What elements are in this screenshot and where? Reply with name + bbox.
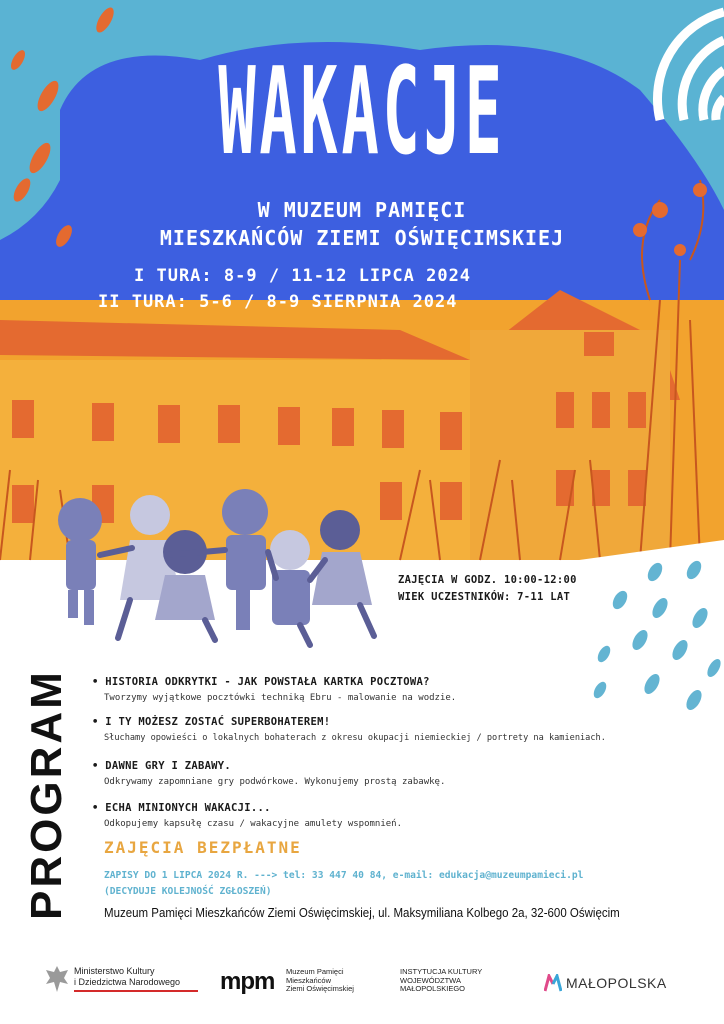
free-label: ZAJĘCIA BEZPŁATNE: [104, 838, 302, 857]
institution-line-3: MAŁOPOLSKIEGO: [400, 984, 466, 993]
address: Muzeum Pamięci Mieszkańców Ziemi Oświęcimskiej, ul. Maksymiliana Kolbego 2a, 32-600 Oświęcim: [104, 906, 620, 920]
institution-line-1: INSTYTUCJA KULTURY: [400, 967, 483, 976]
registration-line-1: ZAPISY DO 1 LIPCA 2024 R. ---> tel: 33 447 40 84, e-mail: edukacja@muzeumpamieci.pl: [104, 870, 584, 881]
program-item-desc: Tworzymy wyjątkowe pocztówki techniką Ebru - malowanie na wodzie.: [104, 693, 457, 703]
program-item-desc: Słuchamy opowieści o lokalnych bohaterach z okresu okupacji niemieckiej / portrety na kamieniach.: [104, 733, 606, 743]
program-item-title: • ECHA MINIONYCH WAKACJI...: [92, 802, 271, 814]
malopolska-label: MAŁOPOLSKA: [566, 975, 667, 991]
mpm-line-3: Ziemi Oświęcimskiej: [286, 984, 354, 993]
session-info: [398, 572, 577, 606]
program-item-title: • DAWNE GRY I ZABAWY.: [92, 760, 232, 772]
institution-logo: [400, 968, 482, 994]
program-side-label: PROGRAM: [22, 669, 71, 920]
subtitle-line-2: MIESZKAŃCÓW ZIEMI OŚWIĘCIMSKIEJ: [159, 226, 565, 250]
page-title: WAKACJE: [218, 41, 506, 182]
program-item-title: • I TY MOŻESZ ZOSTAĆ SUPERBOHATEREM!: [92, 716, 331, 728]
registration-line-2: (DECYDUJE KOLEJNOŚĆ ZGŁOSZEŃ): [104, 886, 272, 897]
program-item-title: • HISTORIA ODKRYTKI - JAK POWSTAŁA KARTKA POCZTOWA?: [92, 676, 430, 688]
program-item: [92, 802, 402, 829]
tura-2: II TURA: 5-6 / 8-9 SIERPNIA 2024: [98, 292, 458, 312]
hours-text: ZAJĘCIA W GODZ. 10:00-12:00: [398, 574, 577, 586]
program-item-desc: Odkopujemy kapsułę czasu / wakacyjne amulety wspomnień.: [104, 819, 403, 829]
subtitle-line-1: W MUZEUM PAMIĘCI: [257, 198, 467, 222]
ministry-line-2: i Dziedzictwa Narodowego: [74, 977, 181, 987]
ministry-line-1: Ministerstwo Kultury: [74, 966, 155, 976]
age-text: WIEK UCZESTNIKÓW: 7-11 LAT: [398, 591, 571, 603]
program-item: [92, 760, 445, 787]
program-item-desc: Odkrywamy zapomniane gry podwórkowe. Wykonujemy prostą zabawkę.: [104, 777, 446, 787]
ministry-underline: [74, 990, 198, 992]
mpm-mark: mpm: [220, 968, 275, 995]
malopolska-m-icon: [544, 974, 562, 992]
program-item: [92, 716, 606, 743]
registration-info: [104, 868, 583, 900]
mpm-line-1: Muzeum Pamięci: [286, 967, 344, 976]
program-item: [92, 676, 456, 703]
eagle-icon: [44, 964, 70, 994]
mpm-line-2: Mieszkańców: [286, 975, 332, 985]
tura-1: I TURA: 8-9 / 11-12 LIPCA 2024: [134, 266, 472, 286]
institution-line-2: WOJEWÓDZTWA: [400, 975, 461, 985]
